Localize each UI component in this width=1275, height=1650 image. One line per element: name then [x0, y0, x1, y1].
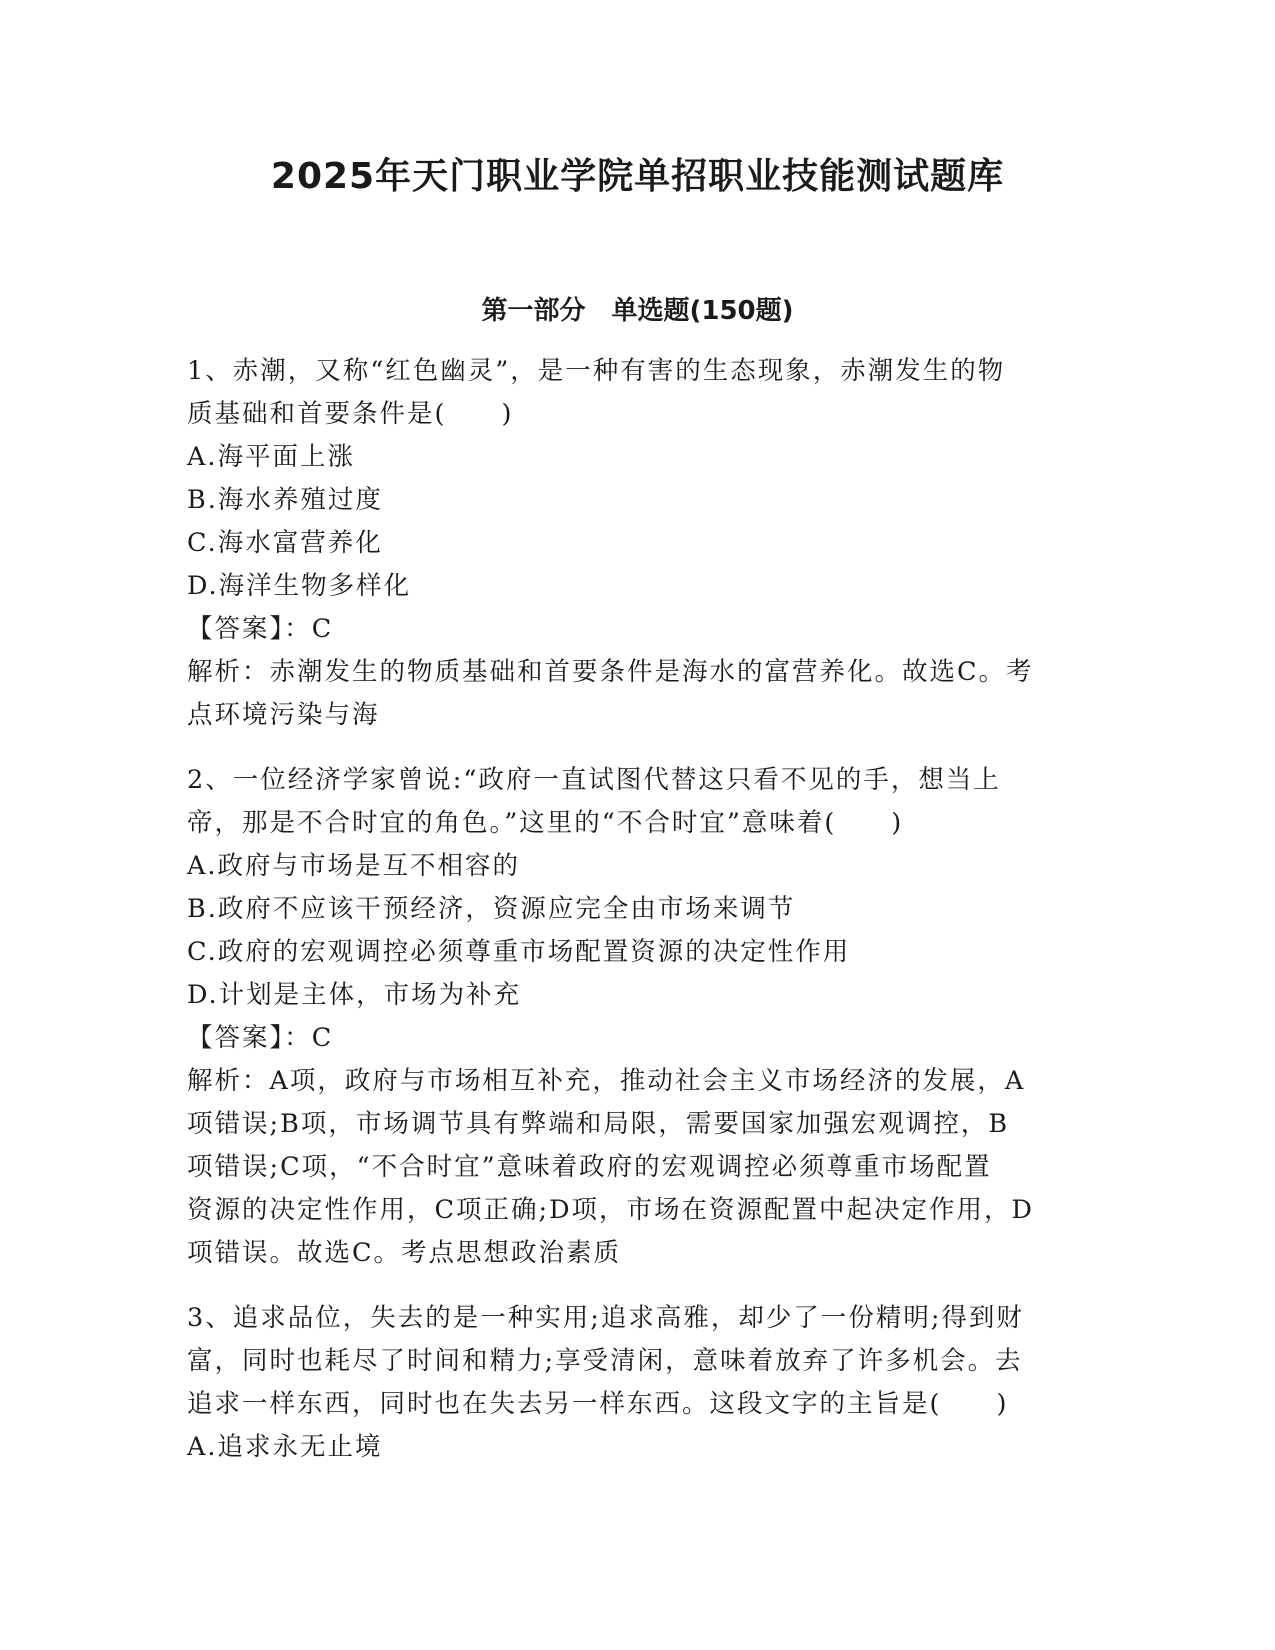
option-b: B.海水养殖过度	[187, 485, 383, 515]
answer-line: 【答案】：C	[187, 614, 334, 644]
answer-line: 【答案】：C	[187, 1023, 334, 1053]
question-stem-line: 帝，那是不合时宜的角色。”这里的“不合时宜”意味着( )	[187, 808, 904, 838]
question-stem-line: 质基础和首要条件是( )	[187, 399, 514, 429]
question-item	[187, 1297, 1087, 1469]
question-list	[187, 350, 1087, 1491]
option-a: A.政府与市场是互不相容的	[187, 851, 521, 881]
option-c: C.政府的宏观调控必须尊重市场配置资源的决定性作用	[187, 937, 851, 967]
analysis-line: 项错误;B项，市场调节具有弊端和局限，需要国家加强宏观调控，B	[187, 1109, 1010, 1139]
analysis-line: 资源的决定性作用，C项正确;D项，市场在资源配置中起决定作用，D	[187, 1195, 1034, 1225]
section-heading: 第一部分 单选题(150题)	[481, 296, 794, 326]
analysis-line: 项错误。故选C。考点思想政治素质	[187, 1238, 622, 1268]
analysis-line: 解析：赤潮发生的物质基础和首要条件是海水的富营养化。故选C。考	[187, 657, 1034, 687]
question-stem-line: 2、一位经济学家曾说:“政府一直试图代替这只看不见的手，想当上	[187, 765, 1001, 795]
question-item	[187, 350, 1087, 737]
document-title: 2025年天门职业学院单招职业技能测试题库	[270, 156, 1005, 197]
question-stem-line: 追求一样东西，同时也在失去另一样东西。这段文字的主旨是( )	[187, 1389, 1009, 1419]
option-c: C.海水富营养化	[187, 528, 383, 558]
option-b: B.政府不应该干预经济，资源应完全由市场来调节	[187, 894, 796, 924]
analysis-line: 点环境污染与海	[187, 700, 380, 730]
question-stem-line: 3、追求品位，失去的是一种实用;追求高雅，却少了一份精明;得到财	[187, 1303, 1024, 1333]
option-d: D.海洋生物多样化	[187, 571, 412, 601]
option-d: D.计划是主体，市场为补充	[187, 980, 522, 1010]
option-a: A.海平面上涨	[187, 442, 356, 472]
question-stem-line: 1、赤潮，又称“红色幽灵”，是一种有害的生态现象，赤潮发生的物	[187, 356, 1006, 386]
question-stem-line: 富，同时也耗尽了时间和精力;享受清闲，意味着放弃了许多机会。去	[187, 1346, 1023, 1376]
question-item	[187, 759, 1087, 1275]
option-a: A.追求永无止境	[187, 1432, 383, 1462]
analysis-line: 解析：A项，政府与市场相互补充，推动社会主义市场经济的发展，A	[187, 1066, 1026, 1096]
analysis-line: 项错误;C项，“不合时宜”意味着政府的宏观调控必须尊重市场配置	[187, 1152, 992, 1182]
